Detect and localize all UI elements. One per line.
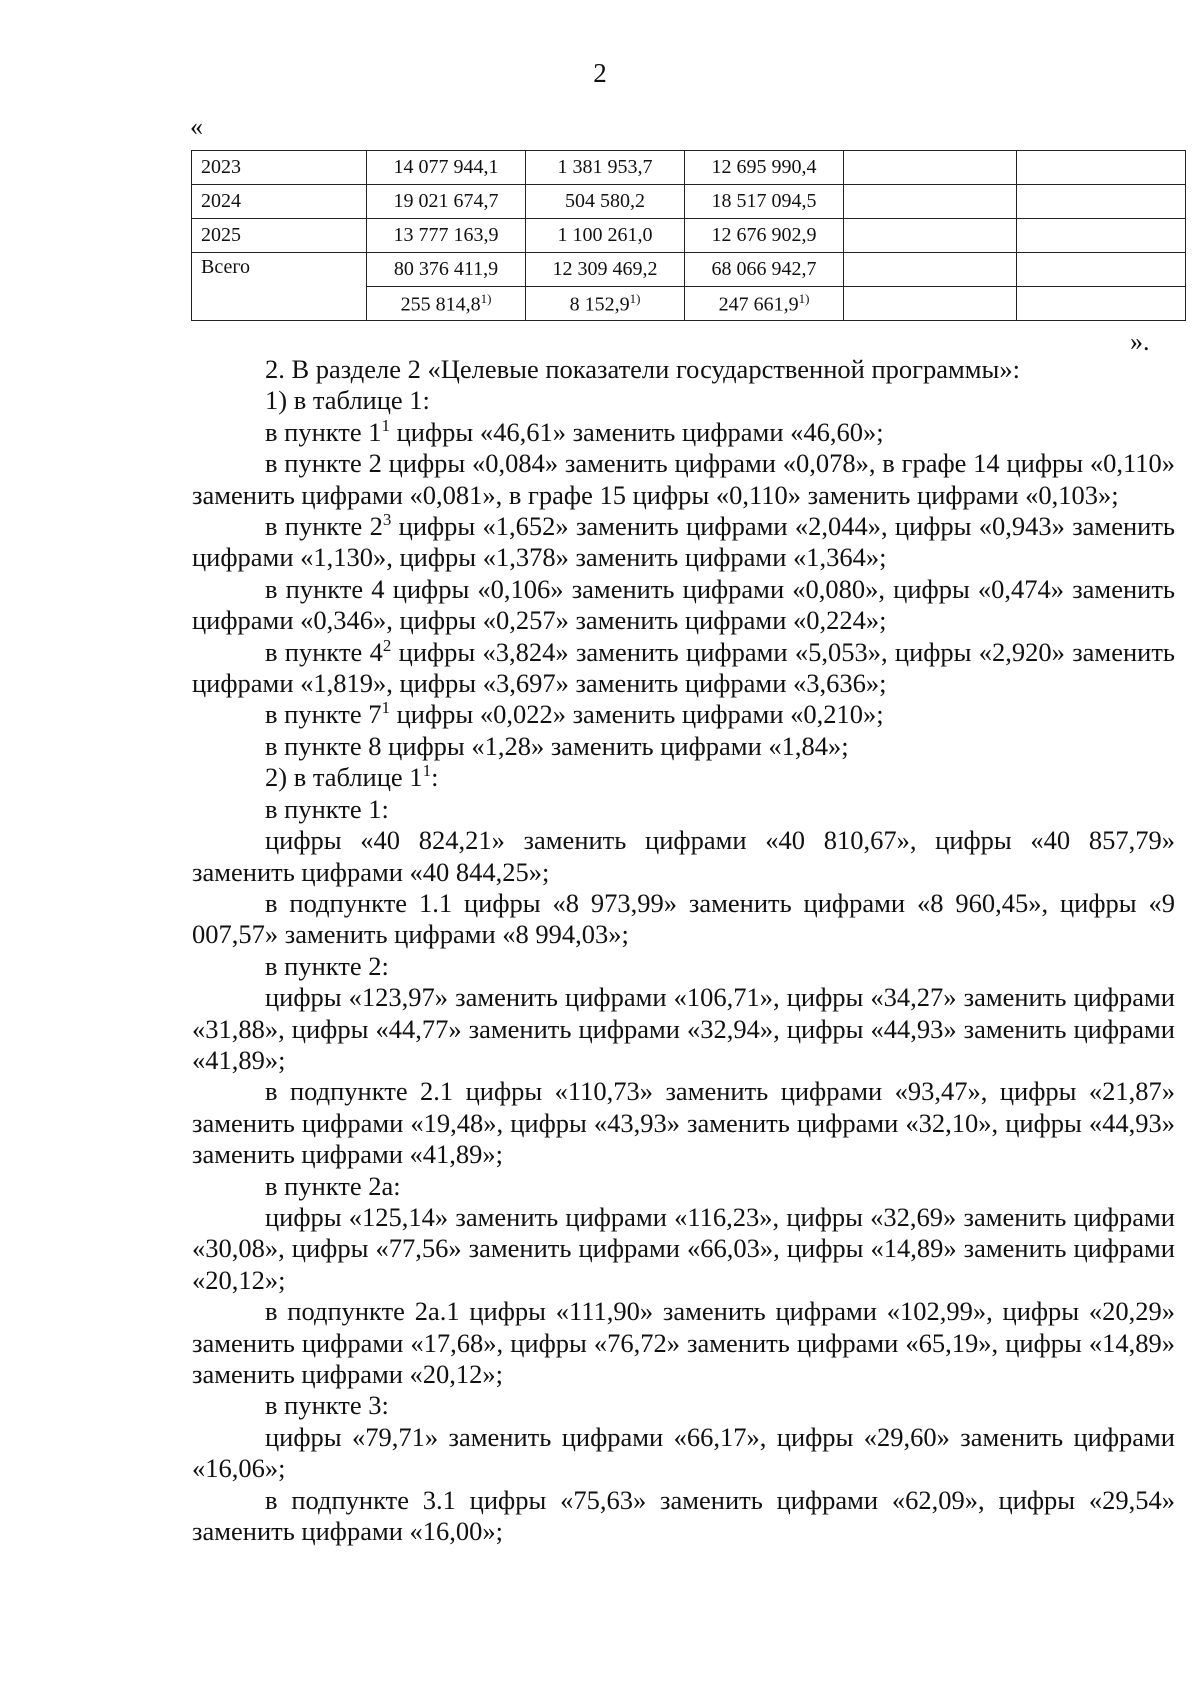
footnote-mark: 1) [629,290,641,306]
note-value-cell [367,287,526,321]
paragraph [192,762,1175,793]
paragraph: цифры «79,71» заменить цифрами «66,17», цифры «29,60» заменить цифрами «16,06»; [192,1421,1175,1484]
empty-cell [1017,287,1186,321]
empty-cell [1017,253,1186,287]
note-value-cell [526,287,685,321]
text-run: цифры «46,61» заменить цифрами «46,60»; [390,416,884,447]
empty-cell [844,185,1017,219]
text-run: в пункте 2 [265,511,383,542]
paragraph: в пункте 3: [265,1390,389,1421]
note-value-cell [685,287,844,321]
paragraph: цифры «125,14» заменить цифрами «116,23», цифры «32,69» заменить цифрами «30,08», цифры «77,56» заменить цифрами «66,03», цифры «14,89» заменить цифрами «20,12»; [192,1201,1175,1295]
table-row-total [192,253,1186,287]
year-cell: 2024 [192,185,367,219]
text-run: 2) в таблице 1 [265,762,423,793]
note-value: 255 814,8 [400,293,481,316]
financing-table [191,150,1186,321]
value-cell: 80 376 411,9 [367,253,526,287]
year-cell: 2023 [192,151,367,185]
text-run: цифры «0,022» заменить цифрами «0,210»; [390,699,884,730]
text-run: цифры «3,824» заменить цифрами «5,053», цифры «2,920» заменить цифрами «1,819», цифры «3,697» заменить цифрами «3,636»; [192,636,1175,699]
paragraph: в пункте 4 цифры «0,106» заменить цифрами «0,080», цифры «0,474» заменить цифрами «0,346», цифры «0,257» заменить цифрами «0,224»; [192,573,1175,636]
paragraph [192,699,1175,730]
value-cell: 18 517 094,5 [685,185,844,219]
value-cell: 19 021 674,7 [367,185,526,219]
empty-cell [844,253,1017,287]
paragraph: в подпункте 2а.1 цифры «111,90» заменить цифрами «102,99», цифры «20,29» заменить цифрами «17,68», цифры «76,72» заменить цифрами «65,19», цифры «14,89» заменить цифрами «20,12»; [192,1296,1175,1389]
empty-cell [844,219,1017,253]
paragraph: 1) в таблице 1: [265,385,430,416]
value-cell: 12 695 990,4 [685,151,844,185]
paragraph [192,511,1175,574]
paragraph [192,637,1175,700]
value-cell: 13 777 163,9 [367,219,526,253]
value-cell: 14 077 944,1 [367,151,526,185]
paragraph: цифры «40 824,21» заменить цифрами «40 810,67», цифры «40 857,79» заменить цифрами «40 844,25»; [192,825,1175,887]
value-cell: 12 676 902,9 [685,219,844,253]
text-run: цифры «1,652» заменить цифрами «2,044», цифры «0,943» заменить цифрами «1,130», цифры «1,378» заменить цифрами «1,364»; [192,511,1175,573]
year-cell: 2025 [192,219,367,253]
text-run: в пункте 4 [265,636,383,667]
total-label-cell: Всего [192,253,367,321]
value-cell: 1 381 953,7 [526,151,685,185]
paragraph: в подпункте 2.1 цифры «110,73» заменить цифрами «93,47», цифры «21,87» заменить цифрами «19,48», цифры «43,93» заменить цифрами «32,10», цифры «44,93» заменить цифрами «41,89»; [192,1076,1175,1170]
superscript: 1 [381,698,390,718]
paragraph: в подпункте 1.1 цифры «8 973,99» заменить цифрами «8 960,45», цифры «9 007,57» заменить цифрами «8 994,03»; [192,887,1175,950]
paragraph: в пункте 1: [265,793,389,824]
footnote-mark: 1) [480,290,492,306]
paragraph [192,417,1175,448]
value-cell: 504 580,2 [526,185,685,219]
paragraph: в подпункте 3.1 цифры «75,63» заменить цифрами «62,09», цифры «29,54» заменить цифрами «16,00»; [192,1484,1175,1547]
empty-cell [1017,219,1186,253]
empty-cell [1017,185,1186,219]
page-number: 2 [593,58,607,88]
closing-quote: ». [1130,327,1150,356]
paragraph: в пункте 2: [265,950,389,981]
paragraph: в пункте 2а: [265,1170,401,1201]
superscript: 1 [422,761,432,781]
note-value: 247 661,9 [718,293,799,316]
text-run: в пункте 7 [265,699,382,730]
table-row [192,185,1186,219]
superscript: 3 [382,510,392,530]
paragraph: в пункте 8 цифры «1,28» заменить цифрами «1,84»; [265,730,849,761]
paragraph: в пункте 2 цифры «0,084» заменить цифрами «0,078», в графе 14 цифры «0,110» заменить цифрами «0,081», в графе 15 цифры «0,110» заменить цифрами «0,103»; [192,448,1175,510]
empty-cell [1017,151,1186,185]
text-run: в пункте 1 [265,416,382,447]
empty-cell [844,151,1017,185]
superscript: 2 [382,635,392,655]
table-row [192,219,1186,253]
section-heading: 2. В разделе 2 «Целевые показатели государственной программы»: [265,354,1020,384]
superscript: 1 [381,415,390,435]
value-cell: 68 066 942,7 [685,253,844,287]
value-cell: 1 100 261,0 [526,219,685,253]
empty-cell [844,287,1017,321]
opening-quote: « [190,112,203,141]
table-row [192,151,1186,185]
document-body [192,354,1175,1547]
footnote-mark: 1) [798,290,810,306]
text-run: : [431,762,439,793]
paragraph: цифры «123,97» заменить цифрами «106,71», цифры «34,27» заменить цифрами «31,88», цифры «44,77» заменить цифрами «32,94», цифры «44,93» заменить цифрами «41,89»; [192,982,1175,1075]
note-value: 8 152,9 [569,293,630,316]
value-cell: 12 309 469,2 [526,253,685,287]
